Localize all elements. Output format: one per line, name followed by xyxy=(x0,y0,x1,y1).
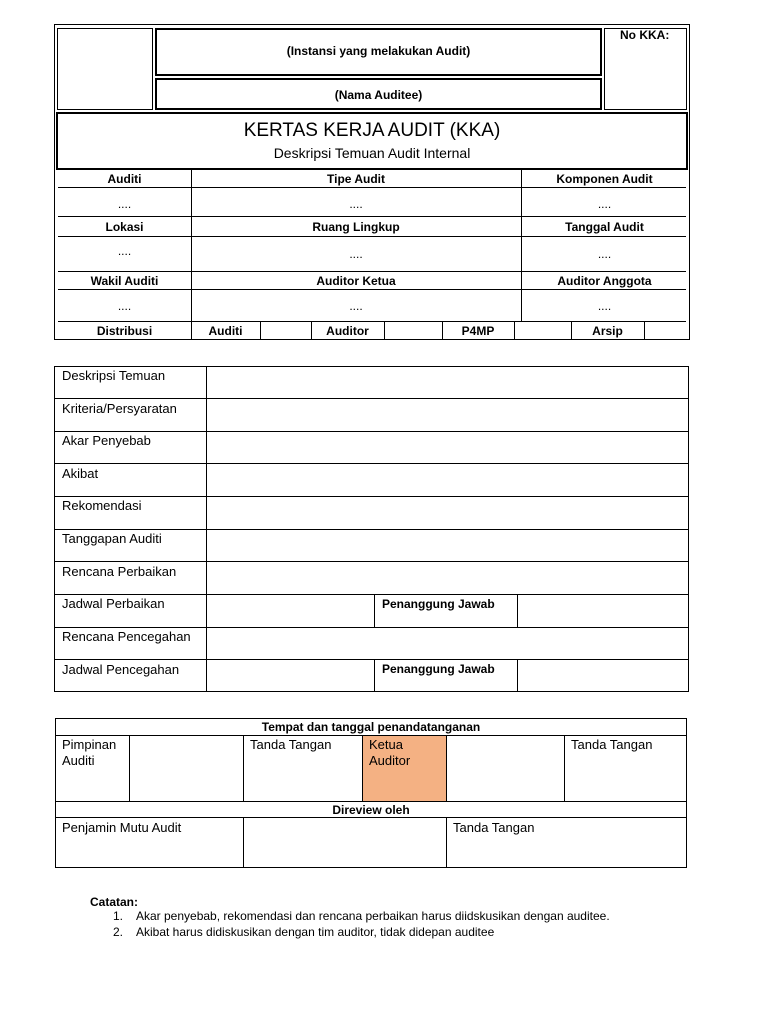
komponen-audit-value[interactable]: .... xyxy=(597,197,612,211)
auditi-value[interactable]: .... xyxy=(117,197,132,211)
tipe-audit-value[interactable]: .... xyxy=(349,197,363,211)
tanda-tangan-label: Tanda Tangan xyxy=(250,737,332,752)
dist-auditi-check[interactable] xyxy=(261,322,310,339)
distribusi-label: Distribusi xyxy=(96,324,153,338)
dist-auditi-label: Auditi xyxy=(208,324,243,338)
page-title: KERTAS KERJA AUDIT (KKA) xyxy=(243,120,501,141)
dist-p4mp-label: P4MP xyxy=(461,324,495,338)
finding-field-pj-pencegahan[interactable] xyxy=(518,660,688,691)
penjamin-mutu-label: Penjamin Mutu Audit xyxy=(62,820,182,835)
tanggal-audit-value[interactable]: .... xyxy=(597,247,612,261)
finding-label-deskripsi: Deskripsi Temuan xyxy=(62,368,166,383)
wakil-auditi-header: Wakil Auditi xyxy=(90,274,159,288)
notes-title: Catatan: xyxy=(90,895,139,909)
komponen-audit-header: Komponen Audit xyxy=(556,172,653,186)
auditi-header: Auditi xyxy=(107,172,142,186)
signature-divider xyxy=(243,735,244,801)
info-line xyxy=(58,187,686,188)
penanggung-jawab-label: Penanggung Jawab xyxy=(382,662,495,676)
tipe-audit-header: Tipe Audit xyxy=(327,172,385,186)
finding-label-akar: Akar Penyebab xyxy=(62,433,151,448)
auditee-label: (Nama Auditee) xyxy=(334,88,423,102)
dist-auditor-check[interactable] xyxy=(385,322,441,339)
auditor-anggota-header: Auditor Anggota xyxy=(557,274,652,288)
ketua-label-line2: Auditor xyxy=(369,753,411,768)
dist-arsip-check[interactable] xyxy=(645,322,688,339)
auditor-ketua-header: Auditor Ketua xyxy=(316,274,396,288)
tanda-tangan-label: Tanda Tangan xyxy=(571,737,653,752)
finding-label-kriteria: Kriteria/Persyaratan xyxy=(62,401,177,416)
pimpinan-label-line2: Auditi xyxy=(62,753,95,768)
dist-auditor-label: Auditor xyxy=(326,324,369,338)
pimpinan-label-line1: Pimpinan xyxy=(62,737,117,752)
dist-p4mp-check[interactable] xyxy=(515,322,570,339)
note-number: 2. xyxy=(113,925,124,939)
dist-arsip-label: Arsip xyxy=(592,324,623,338)
signature-divider xyxy=(446,817,447,868)
logo-box xyxy=(57,28,153,110)
note-item: Akibat harus didiskusikan dengan tim auditor, tidak didepan auditee xyxy=(136,925,495,939)
page-subtitle: Deskripsi Temuan Audit Internal xyxy=(273,145,471,161)
auditor-anggota-value[interactable]: .... xyxy=(597,299,612,313)
tanda-tangan-label: Tanda Tangan xyxy=(453,820,535,835)
info-line xyxy=(58,236,686,237)
note-item: Akar penyebab, rekomendasi dan rencana perbaikan harus diidskusikan dengan auditee. xyxy=(136,909,610,923)
info-line xyxy=(58,216,686,217)
direview-oleh-heading: Direview oleh xyxy=(332,803,410,817)
finding-field-kriteria[interactable] xyxy=(207,399,688,431)
wakil-auditi-value[interactable]: .... xyxy=(117,299,132,313)
finding-field-rencana-pencegahan[interactable] xyxy=(207,628,688,659)
finding-field-jadwal-pencegahan[interactable] xyxy=(207,660,373,691)
finding-field-pj-perbaikan[interactable] xyxy=(518,595,688,627)
finding-label-tanggapan: Tanggapan Auditi xyxy=(62,531,162,546)
finding-field-tanggapan[interactable] xyxy=(207,530,688,561)
jadwal-divider xyxy=(374,659,375,692)
finding-label-jadwal-perbaikan: Jadwal Perbaikan xyxy=(62,596,165,611)
finding-label-jadwal-pencegahan: Jadwal Pencegahan xyxy=(62,662,180,677)
place-date-heading: Tempat dan tanggal penandatanganan xyxy=(261,720,481,734)
finding-label-rekomendasi: Rekomendasi xyxy=(62,498,142,513)
pimpinan-name-field[interactable] xyxy=(130,736,242,800)
ruang-lingkup-value[interactable]: .... xyxy=(349,247,363,261)
info-line xyxy=(58,289,686,290)
finding-label-rencana-pencegahan: Rencana Pencegahan xyxy=(62,629,191,644)
ketua-name-field[interactable] xyxy=(447,736,563,800)
signature-divider xyxy=(564,735,565,801)
finding-field-rencana-perbaikan[interactable] xyxy=(207,562,688,594)
finding-field-akar[interactable] xyxy=(207,432,688,463)
lokasi-value[interactable]: .... xyxy=(117,244,132,258)
tanggal-audit-header: Tanggal Audit xyxy=(565,220,644,234)
note-number: 1. xyxy=(113,909,124,923)
lokasi-header: Lokasi xyxy=(105,220,144,234)
finding-field-akibat[interactable] xyxy=(207,464,688,496)
ketua-label-line1: Ketua xyxy=(369,737,403,752)
finding-field-rekomendasi[interactable] xyxy=(207,497,688,529)
finding-label-akibat: Akibat xyxy=(62,466,99,481)
finding-label-rencana-perbaikan: Rencana Perbaikan xyxy=(62,564,177,579)
jadwal-divider xyxy=(374,594,375,627)
penjamin-name-field[interactable] xyxy=(244,818,445,867)
no-kka-label: No KKA: xyxy=(620,28,670,42)
signature-line xyxy=(55,801,687,802)
ruang-lingkup-header: Ruang Lingkup xyxy=(312,220,400,234)
finding-field-deskripsi[interactable] xyxy=(207,367,688,398)
info-line xyxy=(58,321,686,322)
info-line xyxy=(58,271,686,272)
penanggung-jawab-label: Penanggung Jawab xyxy=(382,597,495,611)
finding-field-jadwal-perbaikan[interactable] xyxy=(207,595,373,627)
auditor-ketua-value[interactable]: .... xyxy=(349,299,363,313)
instansi-label: (Instansi yang melakukan Audit) xyxy=(286,44,471,58)
